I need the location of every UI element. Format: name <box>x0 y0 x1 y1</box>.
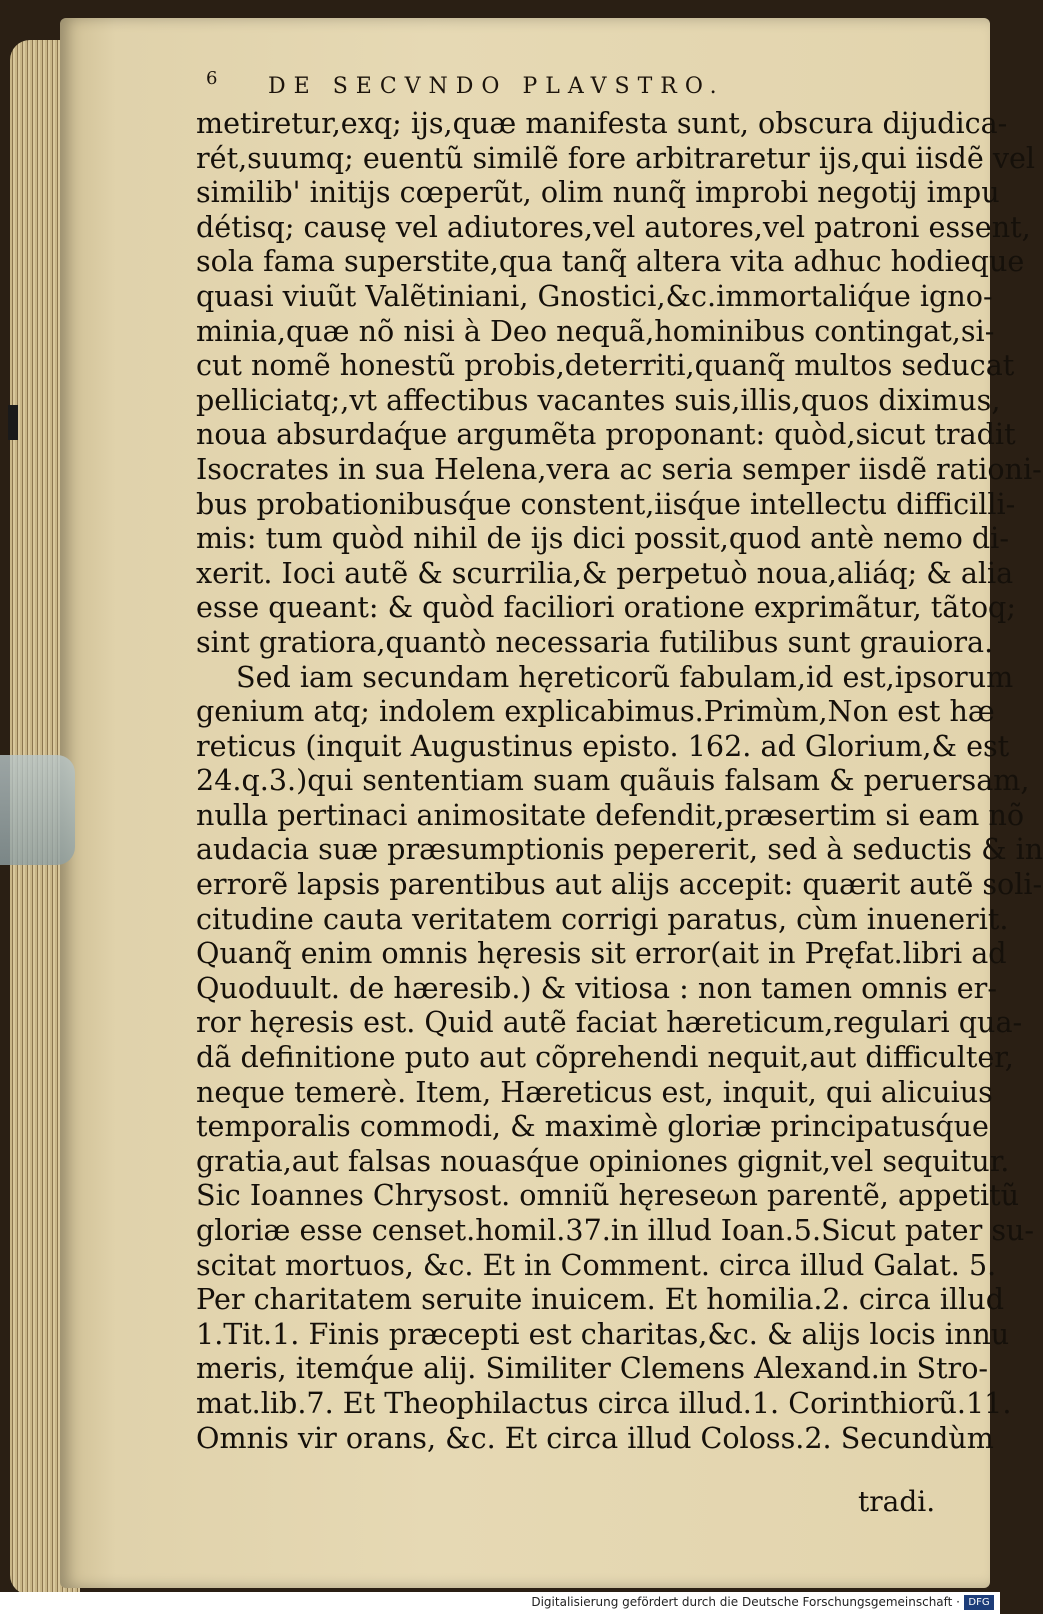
text-line: 24.q.3.)qui sententiam suam quãuis falsam & peruersam, <box>196 763 1030 798</box>
text-line: Quoduult. de hæresib.) & vitiosa : non tamen omnis er- <box>196 970 998 1005</box>
text-line: metiretur,exq; ijs,quæ manifesta sunt, obscura dijudica- <box>196 106 1008 140</box>
text-line: citudine cauta veritatem corrigi paratus, cùm inuenerit. <box>196 901 1009 936</box>
text-line: bus probationibusq́ue constent,iisq́ue intellectu difficilli- <box>196 486 1016 521</box>
text-line: Per charitatem seruite inuicem. Et homilia.2. circa illud <box>196 1282 1005 1317</box>
text-line: ror hęresis est. Quid autẽ faciat hæreticum,regulari qua- <box>196 1005 1023 1040</box>
text-line: similib' initijs cœperũt, olim nunq̃ improbi negotij impu <box>196 175 1000 210</box>
text-line: dã definitione puto aut cõprehendi nequit,aut difficulter, <box>196 1040 1014 1075</box>
text-line: gratia,aut falsas nouasq́ue opiniones gignit,vel sequitur. <box>196 1143 1010 1178</box>
text-line: Omnis vir orans, &c. Et circa illud Coloss.2. Secundùm <box>196 1420 994 1455</box>
text-line: Sic Ioannes Chrysost. omniũ hęreseωn parentẽ, appetitũ <box>196 1178 1020 1213</box>
text-line: pelliciatq;,vt affectibus vacantes suis,illis,quos diximus, <box>196 382 1001 417</box>
text-line: quasi viuũt Valẽtiniani, Gnostici,&c.immortaliq́ue igno- <box>196 278 993 313</box>
text-line: temporalis commodi, & maximè gloriæ principatusq́ue <box>196 1109 989 1144</box>
text-line: Isocrates in sua Helena,vera ac seria semper iisdẽ rationi- <box>196 451 1042 486</box>
text-line: rét,suumq; euentũ similẽ fore arbitraretur ijs,qui iisdẽ vel <box>196 140 1036 175</box>
text-line: Quanq̃ enim omnis hęresis sit error(ait in Pręfat.libri ad <box>196 936 1007 971</box>
text-line: scitat mortuos, &c. Et in Comment. circa illud Galat. 5. <box>196 1247 997 1282</box>
page-clip <box>0 755 75 865</box>
text-line: errorẽ lapsis parentibus aut alijs accepit: quærit autẽ soli- <box>196 867 1043 902</box>
text-line: neque temerè. Item, Hæreticus est, inquit, qui alicuius <box>196 1074 993 1109</box>
text-line: noua absurdaq́ue argumẽta proponant: quòd,sicut tradit <box>196 417 1016 452</box>
text-line: audacia suæ præsumptionis pepererit, sed à seductis & in <box>196 832 1043 867</box>
dfg-logo: DFG <box>964 1595 994 1610</box>
bookmark-tab <box>8 405 18 440</box>
text-line: Sed iam secundam hęreticorũ fabulam,id est,ipsorum <box>236 659 1014 694</box>
text-line: genium atq; indolem explicabimus.Primùm,Non est hæ <box>196 694 995 729</box>
text-line: mis: tum quòd nihil de ijs dici possit,quod antè nemo di- <box>196 521 1009 556</box>
text-line: xerit. Ioci autẽ & scurrilia,& perpetuò noua,aliáq; & alia <box>196 555 1014 590</box>
running-title: DE SECVNDO PLAVSTRO. <box>268 74 725 99</box>
text-line: détisq; causę vel adiutores,vel autores,vel patroni essent, <box>196 209 1031 244</box>
text-line: esse queant: & quòd faciliori oratione exprimãtur, tãtoq; <box>196 590 1016 625</box>
text-line: sint gratiora,quantò necessaria futilibus sunt grauiora. <box>196 624 994 659</box>
footer-credit: Digitalisierung gefördert durch die Deutsche Forschungsgemeinschaft · <box>531 1595 960 1609</box>
text-line: 1.Tit.1. Finis præcepti est charitas,&c. & alijs locis innu <box>196 1316 1010 1351</box>
text-line: mat.lib.7. Et Theophilactus circa illud.1. Corinthiorũ.11. <box>196 1385 1012 1420</box>
catchword: tradi. <box>858 1485 936 1518</box>
text-line: sola fama superstite,qua tanq̃ altera vita adhuc hodieque <box>196 244 1025 279</box>
footer-bar <box>0 1592 1000 1614</box>
text-line: reticus (inquit Augustinus episto. 162. ad Glorium,& est <box>196 728 1010 763</box>
folio-number: 6 <box>206 68 218 89</box>
text-line: cut nomẽ honestũ probis,deterriti,quanq̃ multos seducat <box>196 348 1015 383</box>
text-line: nulla pertinaci animositate defendit,præsertim si eam nõ <box>196 797 1025 832</box>
text-line: minia,quæ nõ nisi à Deo nequã,hominibus contingat,si- <box>196 313 995 348</box>
body-text <box>196 106 1043 1455</box>
text-line: gloriæ esse censet.homil.37.in illud Ioan.5.Sicut pater su- <box>196 1213 1035 1247</box>
text-line: meris, itemq́ue alij. Similiter Clemens Alexand.in Stro- <box>196 1351 989 1386</box>
